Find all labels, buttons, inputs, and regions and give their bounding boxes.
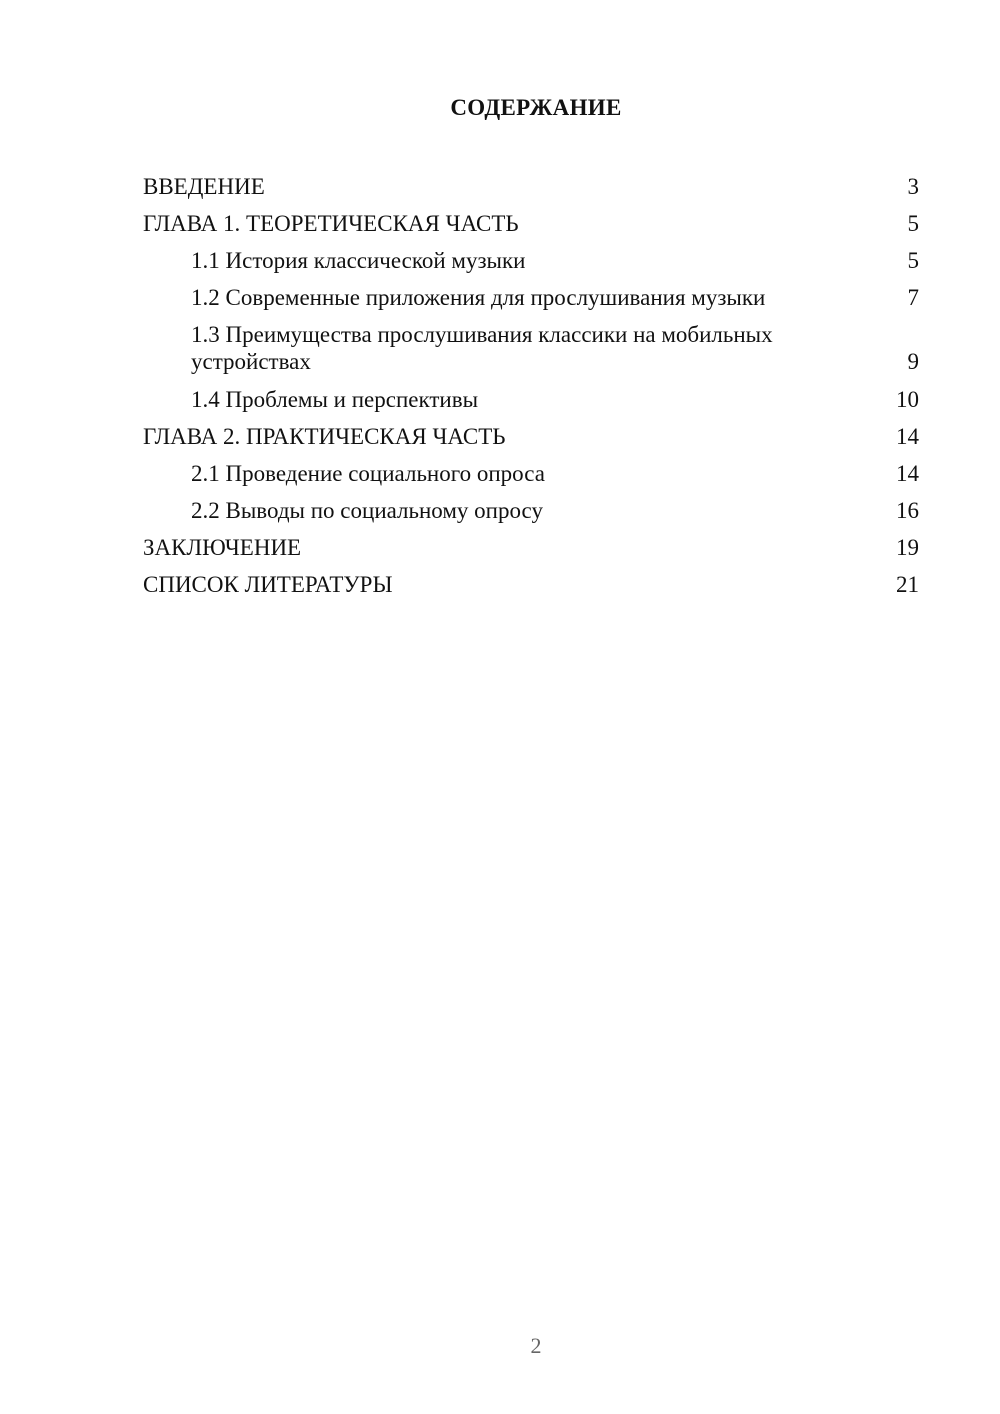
toc-entry-label: ГЛАВА 2. ПРАКТИЧЕСКАЯ ЧАСТЬ <box>143 424 506 449</box>
toc-entry-label: ЗАКЛЮЧЕНИЕ <box>143 535 302 560</box>
toc-entry-label: ВВЕДЕНИЕ <box>143 174 265 199</box>
table-of-contents <box>143 168 919 603</box>
toc-entry-page: 16 <box>896 498 919 523</box>
toc-entry-section-1-1[interactable] <box>143 242 919 279</box>
toc-entry-section-2-1[interactable] <box>143 455 919 492</box>
toc-entry-page: 5 <box>907 211 919 236</box>
toc-entry-page: 14 <box>896 424 919 449</box>
toc-entry-chapter-1[interactable] <box>143 205 919 242</box>
toc-entry-page: 7 <box>907 285 919 310</box>
toc-entry-page: 9 <box>907 349 919 374</box>
toc-entry-section-1-4[interactable] <box>143 381 919 418</box>
toc-entry-label: 2.1 Проведение социального опроса <box>191 461 545 486</box>
toc-entry-page: 19 <box>896 535 919 560</box>
toc-entry-page: 5 <box>907 248 919 273</box>
toc-entry-label: 1.3 Преимущества прослушивания классики на мобильных устройствах <box>191 322 773 374</box>
toc-entry-references[interactable] <box>143 566 919 603</box>
toc-entry-page: 10 <box>896 387 919 412</box>
toc-entry-section-1-2[interactable] <box>143 279 919 316</box>
toc-entry-label: 2.2 Выводы по социальному опросу <box>191 498 543 523</box>
toc-entry-chapter-2[interactable] <box>143 418 919 455</box>
toc-entry-section-2-2[interactable] <box>143 492 919 529</box>
toc-entry-conclusion[interactable] <box>143 529 919 566</box>
toc-entry-section-1-3[interactable] <box>143 316 919 381</box>
toc-entry-page: 3 <box>907 174 919 199</box>
toc-entry-label: 1.1 История классической музыки <box>191 248 526 273</box>
toc-entry-page: 21 <box>896 572 919 597</box>
toc-entry-introduction[interactable] <box>143 168 919 205</box>
page-title: СОДЕРЖАНИЕ <box>450 95 622 120</box>
toc-entry-label: 1.4 Проблемы и перспективы <box>191 387 479 412</box>
toc-entry-label: СПИСОК ЛИТЕРАТУРЫ <box>143 572 393 597</box>
toc-entry-label: ГЛАВА 1. ТЕОРЕТИЧЕСКАЯ ЧАСТЬ <box>143 211 519 236</box>
toc-entry-label: 1.2 Современные приложения для прослушивания музыки <box>191 285 766 310</box>
toc-entry-page: 14 <box>896 461 919 486</box>
page-number: 2 <box>530 1333 542 1358</box>
